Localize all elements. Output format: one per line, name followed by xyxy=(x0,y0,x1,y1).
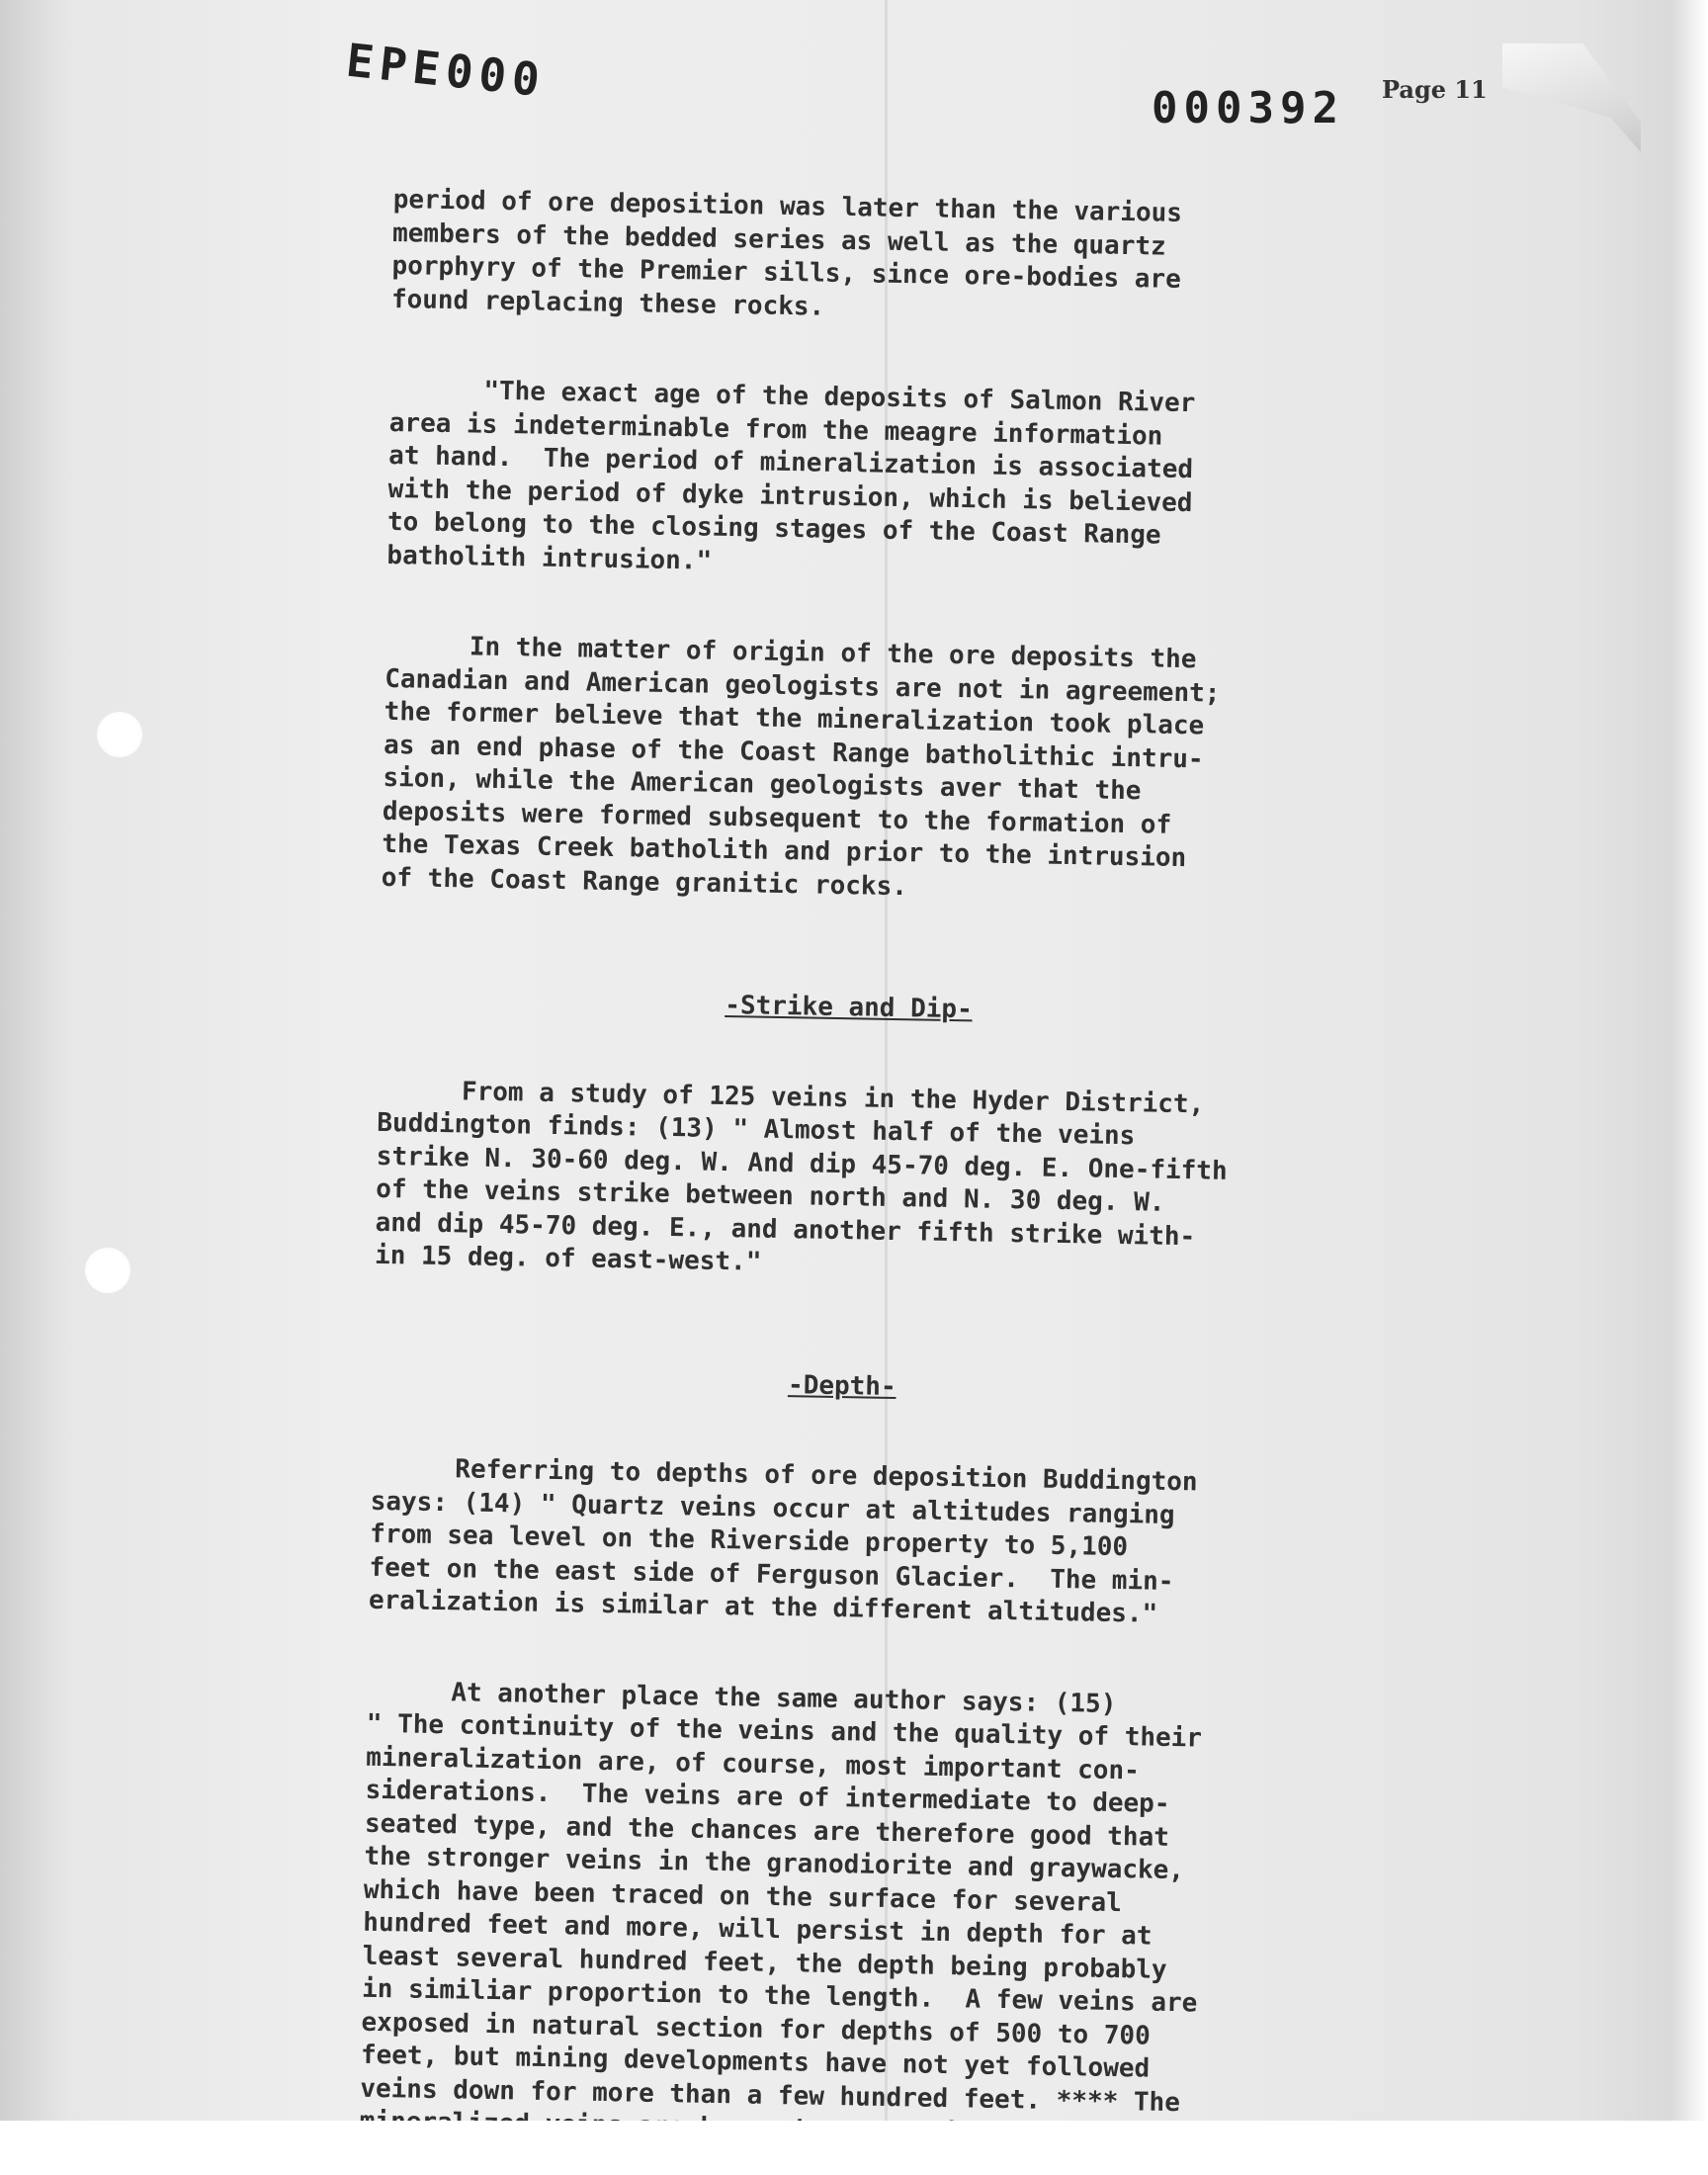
text-line: " The continuity of the veins and the quality of their xyxy=(366,1708,1203,1754)
page-number: Page 11 xyxy=(1382,75,1488,104)
scan-margin xyxy=(0,2121,1708,2175)
text-line: Buddington finds: (13) " Almost half of the veins xyxy=(377,1107,1136,1152)
bates-number: 000392 xyxy=(1152,83,1344,133)
paragraph-3 xyxy=(381,630,1324,912)
text-line: exposed in natural section for depths of 500 to 700 xyxy=(361,2007,1152,2051)
text-line: period of ore deposition was later than the various xyxy=(392,184,1183,228)
text-line: in 15 deg. of east-west." xyxy=(374,1240,762,1277)
text-line: siderations. The veins are of intermediate to deep- xyxy=(365,1775,1170,1819)
heading-strike-and-dip: -Strike and Dip- xyxy=(725,990,973,1025)
folded-corner xyxy=(1502,44,1641,152)
text-line: seated type, and the chances are therefore good that xyxy=(364,1808,1170,1853)
paragraph-4 xyxy=(375,1074,1317,1289)
text-line: "The exact age of the deposits of Salmon River xyxy=(483,376,1196,419)
text-line: says: (14) " Quartz veins occur at altitudes ranging xyxy=(370,1486,1175,1530)
text-line: to belong to the closing stages of the Coast Range xyxy=(386,506,1161,551)
text-line: the Texas Creek batholith and prior to the intrusion xyxy=(382,828,1187,874)
text-line: and dip 45-70 deg. E., and another fifth strike with- xyxy=(375,1207,1196,1252)
text-line: from sea level on the Riverside property to 5,100 xyxy=(369,1519,1129,1563)
text-line: porphyry of the Premier sills, since ore-bodies are xyxy=(391,250,1182,295)
text-line: From a study of 125 veins in the Hyder District, xyxy=(461,1076,1205,1119)
text-line: the stronger veins in the granodiorite and graywacke, xyxy=(364,1841,1185,1886)
text-line: with the period of dyke intrusion, which is believed xyxy=(387,474,1193,518)
text-line: area is indeterminable from the meagre information xyxy=(388,407,1163,452)
heading-depth: -Depth- xyxy=(787,1369,897,1402)
punch-hole-bottom xyxy=(85,1248,130,1293)
text-line: of the veins strike between north and N. 30 deg. W. xyxy=(375,1174,1165,1218)
text-line: veins down for more than a few hundred feet. **** The xyxy=(360,2073,1181,2118)
text-line: mineralization are, of course, most important con- xyxy=(365,1742,1141,1785)
text-line: sion, while the American geologists aver that the xyxy=(383,762,1142,807)
text-line: feet on the east side of Ferguson Glacier. The min- xyxy=(369,1552,1174,1597)
text-line: members of the bedded series as well as the quartz xyxy=(391,218,1166,262)
text-line: hundred feet and more, will persist in depth for at xyxy=(363,1907,1153,1952)
text-line: eralization is similar at the different altitudes." xyxy=(368,1585,1158,1629)
punch-hole-top xyxy=(97,712,142,757)
text-line: deposits were formed subsequent to the formation of xyxy=(382,796,1172,840)
paragraph-5 xyxy=(369,1452,1311,1634)
paragraph-2 xyxy=(386,374,1328,589)
text-line: Referring to depths of ore deposition Buddington xyxy=(455,1454,1198,1498)
text-line: strike N. 30-60 deg. W. And dip 45-70 deg. E. One-fifth xyxy=(376,1141,1228,1186)
text-line: which have been traced on the surface for several xyxy=(363,1874,1123,1918)
page-edge xyxy=(1670,0,1708,2121)
text-line: the former believe that the mineralization took place xyxy=(384,696,1205,741)
text-line: batholith intrusion." xyxy=(386,540,713,576)
handwritten-doc-code: EPE000 xyxy=(343,33,549,108)
typed-body xyxy=(359,184,1331,2155)
text-line: feet, but mining developments have not yet followed xyxy=(360,2040,1151,2084)
text-line: At another place the same author says: (15) xyxy=(451,1677,1117,1719)
text-line: found replacing these rocks. xyxy=(390,284,825,322)
text-line: In the matter of origin of the ore deposits the xyxy=(469,632,1197,675)
text-line: in similiar proportion to the length. A few veins are xyxy=(361,1973,1198,2019)
text-line: as an end phase of the Coast Range batholithic intru- xyxy=(383,730,1204,774)
text-line: Canadian and American geologists are not in agreement; xyxy=(384,663,1221,709)
paragraph-6 xyxy=(359,1675,1306,2155)
text-line: of the Coast Range granitic rocks. xyxy=(381,862,908,902)
text-line: at hand. The period of mineralization is associated xyxy=(387,440,1194,485)
text-line: least several hundred feet, the depth being probably xyxy=(362,1941,1167,1985)
paragraph-1 xyxy=(391,184,1332,333)
